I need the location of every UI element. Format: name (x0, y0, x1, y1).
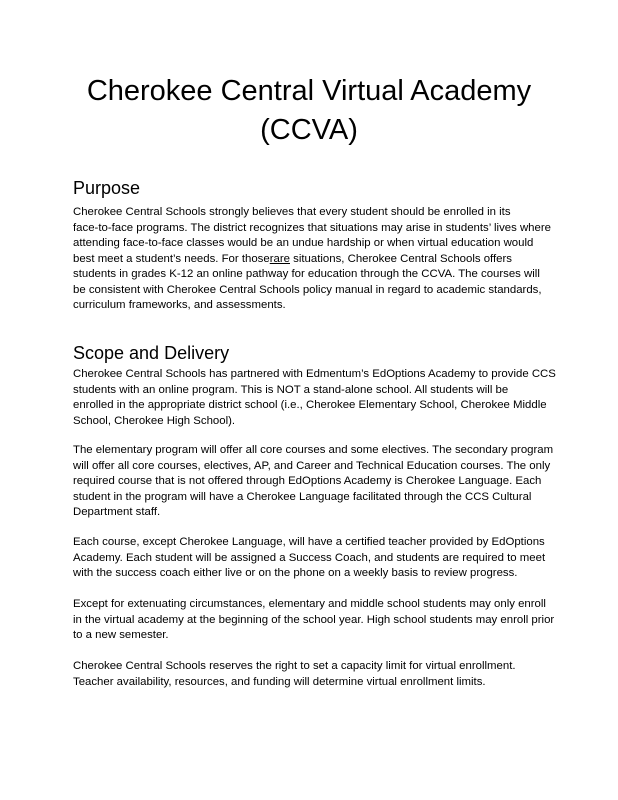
purpose-heading: Purpose (73, 178, 141, 198)
scope-paragraph-2 (73, 443, 554, 521)
text-line: with the success coach either live or on the phone on a weekly basis to review progress. (73, 567, 518, 579)
text-line: Teacher availability, resources, and funding will determine virtual enrollment limits. (73, 675, 486, 688)
text-line: Department staff. (73, 506, 161, 518)
text-line: required course that is not offered through EdOptions Academy is Cherokee Language. Each (73, 475, 542, 487)
text-line: enrolled in the appropriate district school (i.e., Cherokee Elementary School, Cherokee Middle (73, 399, 547, 411)
scope-paragraph-5 (73, 659, 543, 690)
text-fragment: situations, Cherokee Central Schools offers (289, 252, 513, 265)
text-line: Cherokee Central Schools reserves the right to set a capacity limit for virtual enrollment. (73, 660, 516, 672)
document-title: Cherokee Central Virtual Academy (86, 75, 532, 107)
underlined-word: rare (269, 252, 290, 265)
text-line: face-to-face programs. The district recognizes that situations may arise in students’ lives where (73, 221, 551, 234)
text-line: School, Cherokee High School). (73, 414, 236, 427)
text-line: student in the program will have a Cherokee Language facilitated through the CCS Cultural (73, 490, 532, 503)
text-line: Academy. Each student will be assigned a Success Coach, and students are required to meet (73, 551, 546, 564)
purpose-paragraph (73, 205, 551, 314)
text-line: be consistent with Cherokee Central Schools policy manual in regard to academic standards, (73, 283, 542, 296)
scope-paragraph-3 (73, 535, 546, 582)
text-line: Cherokee Central Schools strongly believes that every student should be enrolled in its (73, 206, 511, 218)
text-line (73, 252, 543, 268)
scope-paragraph-1 (73, 367, 556, 429)
scope-heading: Scope and Delivery (73, 343, 230, 363)
text-line: students in grades K-12 an online pathway for education through the CCVA. The courses will (73, 268, 540, 280)
text-fragment: best meet a student’s needs. For those (73, 252, 270, 265)
text-line: attending face-to-face classes would be an undue hardship or when virtual education would (73, 237, 534, 249)
text-line: will offer all core courses, electives, AP, and Career and Technical Education courses. The only (73, 459, 551, 472)
text-line: to a new semester. (73, 629, 169, 641)
text-line: Cherokee Central Schools has partnered with Edmentum’s EdOptions Academy to provide CCS (73, 368, 556, 380)
document-title-abbreviation: (CCVA) (260, 114, 358, 146)
text-line: Except for extenuating circumstances, elementary and middle school students may only enroll (73, 598, 546, 610)
text-line: students with an online program. This is NOT a stand-alone school. All students will be (73, 383, 509, 396)
text-line: in the virtual academy at the beginning of the school year. High school students may enroll prior (73, 613, 555, 626)
text-line: Each course, except Cherokee Language, will have a certified teacher provided by EdOptions (73, 536, 545, 548)
text-line: curriculum frameworks, and assessments. (73, 299, 286, 311)
text-line: The elementary program will offer all core courses and some electives. The secondary program (73, 444, 554, 456)
scope-paragraph-4 (73, 597, 555, 644)
